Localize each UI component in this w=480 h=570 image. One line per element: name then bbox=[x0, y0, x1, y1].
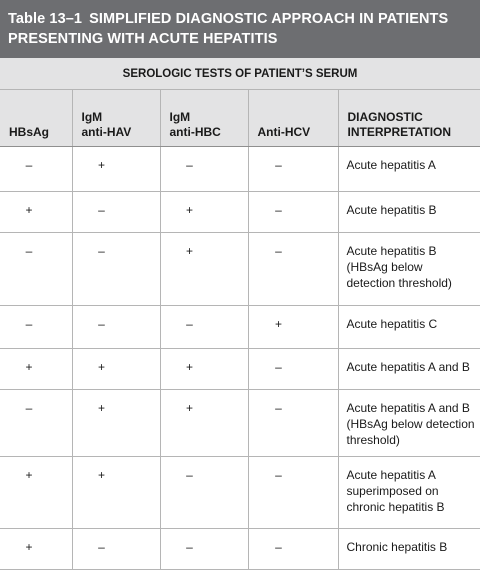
test-result-value: – bbox=[186, 158, 193, 172]
group-header-row bbox=[0, 58, 480, 90]
test-result-cell bbox=[0, 529, 72, 570]
interpretation-line: Acute hepatitis A bbox=[346, 468, 436, 482]
test-result-cell bbox=[72, 390, 160, 457]
test-result-value: + bbox=[97, 158, 105, 172]
interpretation-cell bbox=[338, 233, 480, 306]
column-header-igm-anti-hbc bbox=[160, 90, 248, 147]
table-row bbox=[0, 390, 480, 457]
interpretation-line: Acute hepatitis B bbox=[346, 244, 437, 258]
test-result-cell bbox=[160, 349, 248, 390]
group-header: SEROLOGIC TESTS OF PATIENT’S SERUM bbox=[0, 58, 480, 90]
test-result-cell bbox=[160, 233, 248, 306]
test-result-value: – bbox=[25, 317, 33, 331]
interpretation-line: Acute hepatitis C bbox=[346, 317, 438, 331]
test-result-cell bbox=[0, 390, 72, 457]
test-result-cell bbox=[248, 192, 338, 233]
test-result-cell bbox=[160, 192, 248, 233]
test-result-value: – bbox=[25, 158, 33, 172]
table-row bbox=[0, 457, 480, 529]
test-result-cell bbox=[0, 306, 72, 349]
column-header-hbsag bbox=[0, 90, 72, 147]
test-result-cell bbox=[72, 457, 160, 529]
test-result-cell bbox=[160, 457, 248, 529]
title-line-1 bbox=[8, 9, 472, 29]
test-result-value: + bbox=[25, 203, 33, 217]
interpretation-cell bbox=[338, 390, 480, 457]
interpretation-line: Acute hepatitis A and B bbox=[346, 360, 470, 374]
test-result-cell bbox=[248, 233, 338, 306]
test-result-cell bbox=[72, 529, 160, 570]
test-result-value: + bbox=[97, 360, 105, 374]
interpretation-cell bbox=[338, 192, 480, 233]
interpretation-line: (HBsAg below bbox=[346, 260, 423, 274]
test-result-cell bbox=[248, 306, 338, 349]
test-result-cell bbox=[72, 349, 160, 390]
test-result-cell bbox=[248, 529, 338, 570]
interpretation-cell bbox=[338, 457, 480, 529]
interpretation-line: Chronic hepatitis B bbox=[346, 540, 448, 554]
interpretation-cell bbox=[338, 529, 480, 570]
interpretation-cell bbox=[338, 349, 480, 390]
table-row bbox=[0, 233, 480, 306]
table-title bbox=[0, 0, 480, 58]
test-result-value: – bbox=[98, 203, 105, 217]
interpretation-line: superimposed on bbox=[346, 484, 439, 498]
title-text-line-1: SIMPLIFIED DIAGNOSTIC APPROACH IN PATIENTS bbox=[89, 11, 449, 27]
test-result-value: + bbox=[185, 244, 193, 258]
table-row bbox=[0, 192, 480, 233]
table-row bbox=[0, 349, 480, 390]
test-result-cell bbox=[0, 147, 72, 192]
interpretation-line: chronic hepatitis B bbox=[346, 500, 445, 514]
diagnostic-table bbox=[0, 58, 480, 570]
test-result-cell bbox=[160, 147, 248, 192]
table-body bbox=[0, 147, 480, 570]
test-result-value: – bbox=[98, 540, 105, 554]
test-result-cell bbox=[160, 306, 248, 349]
test-result-cell bbox=[0, 192, 72, 233]
test-result-value: + bbox=[25, 540, 33, 554]
test-result-value: + bbox=[25, 468, 33, 482]
test-result-cell bbox=[248, 147, 338, 192]
test-result-value: – bbox=[98, 317, 105, 331]
test-result-cell bbox=[72, 192, 160, 233]
test-result-value: + bbox=[185, 203, 193, 217]
column-header-text: HBsAg bbox=[9, 125, 50, 139]
interpretation-cell bbox=[338, 306, 480, 349]
interpretation-line: Acute hepatitis A bbox=[346, 158, 436, 172]
test-result-cell bbox=[248, 349, 338, 390]
column-header-text: IgM bbox=[169, 110, 191, 124]
test-result-value: + bbox=[185, 360, 193, 374]
interpretation-line: Acute hepatitis B bbox=[346, 203, 437, 217]
test-result-value: – bbox=[275, 203, 282, 217]
column-header-text: IgM bbox=[81, 110, 103, 124]
test-result-cell bbox=[160, 529, 248, 570]
interpretation-cell bbox=[338, 147, 480, 192]
test-result-value: + bbox=[185, 401, 193, 415]
column-header-igm-anti-hav bbox=[72, 90, 160, 147]
column-header-anti-hcv bbox=[248, 90, 338, 147]
test-result-value: + bbox=[97, 401, 105, 415]
table-number: Table 13–1 bbox=[8, 11, 83, 27]
test-result-value: – bbox=[186, 317, 193, 331]
test-result-value: – bbox=[98, 244, 105, 258]
test-result-cell bbox=[248, 457, 338, 529]
test-result-cell bbox=[248, 390, 338, 457]
column-header-text: INTERPRETATION bbox=[347, 125, 452, 139]
test-result-value: – bbox=[275, 244, 282, 258]
test-result-value: – bbox=[275, 158, 282, 172]
test-result-cell bbox=[0, 233, 72, 306]
test-result-cell bbox=[72, 233, 160, 306]
title-text-line-2: PRESENTING WITH ACUTE HEPATITIS bbox=[8, 31, 278, 47]
test-result-cell bbox=[72, 306, 160, 349]
test-result-value: + bbox=[97, 468, 105, 482]
test-result-value: – bbox=[186, 540, 193, 554]
test-result-value: – bbox=[275, 540, 282, 554]
test-result-value: + bbox=[274, 317, 282, 331]
table-row bbox=[0, 306, 480, 349]
table-row bbox=[0, 147, 480, 192]
test-result-value: – bbox=[275, 401, 282, 415]
column-header-text: anti-HAV bbox=[81, 125, 132, 139]
interpretation-line: Acute hepatitis A and B bbox=[346, 401, 470, 415]
test-result-value: + bbox=[25, 360, 33, 374]
column-header-text: Anti-HCV bbox=[257, 125, 311, 139]
table-row bbox=[0, 529, 480, 570]
interpretation-line: threshold) bbox=[346, 433, 400, 447]
test-result-cell bbox=[0, 457, 72, 529]
column-header-text: anti-HBC bbox=[169, 125, 221, 139]
test-result-cell bbox=[160, 390, 248, 457]
column-header-row bbox=[0, 90, 480, 147]
test-result-cell bbox=[0, 349, 72, 390]
test-result-value: – bbox=[186, 468, 193, 482]
test-result-value: – bbox=[25, 244, 33, 258]
column-header-interpretation bbox=[338, 90, 480, 147]
interpretation-line: (HBsAg below detection bbox=[346, 417, 475, 431]
test-result-value: – bbox=[275, 360, 282, 374]
interpretation-line: detection threshold) bbox=[346, 276, 452, 290]
test-result-value: – bbox=[25, 401, 33, 415]
test-result-value: – bbox=[275, 468, 282, 482]
column-header-text: DIAGNOSTIC bbox=[347, 110, 423, 124]
test-result-cell bbox=[72, 147, 160, 192]
